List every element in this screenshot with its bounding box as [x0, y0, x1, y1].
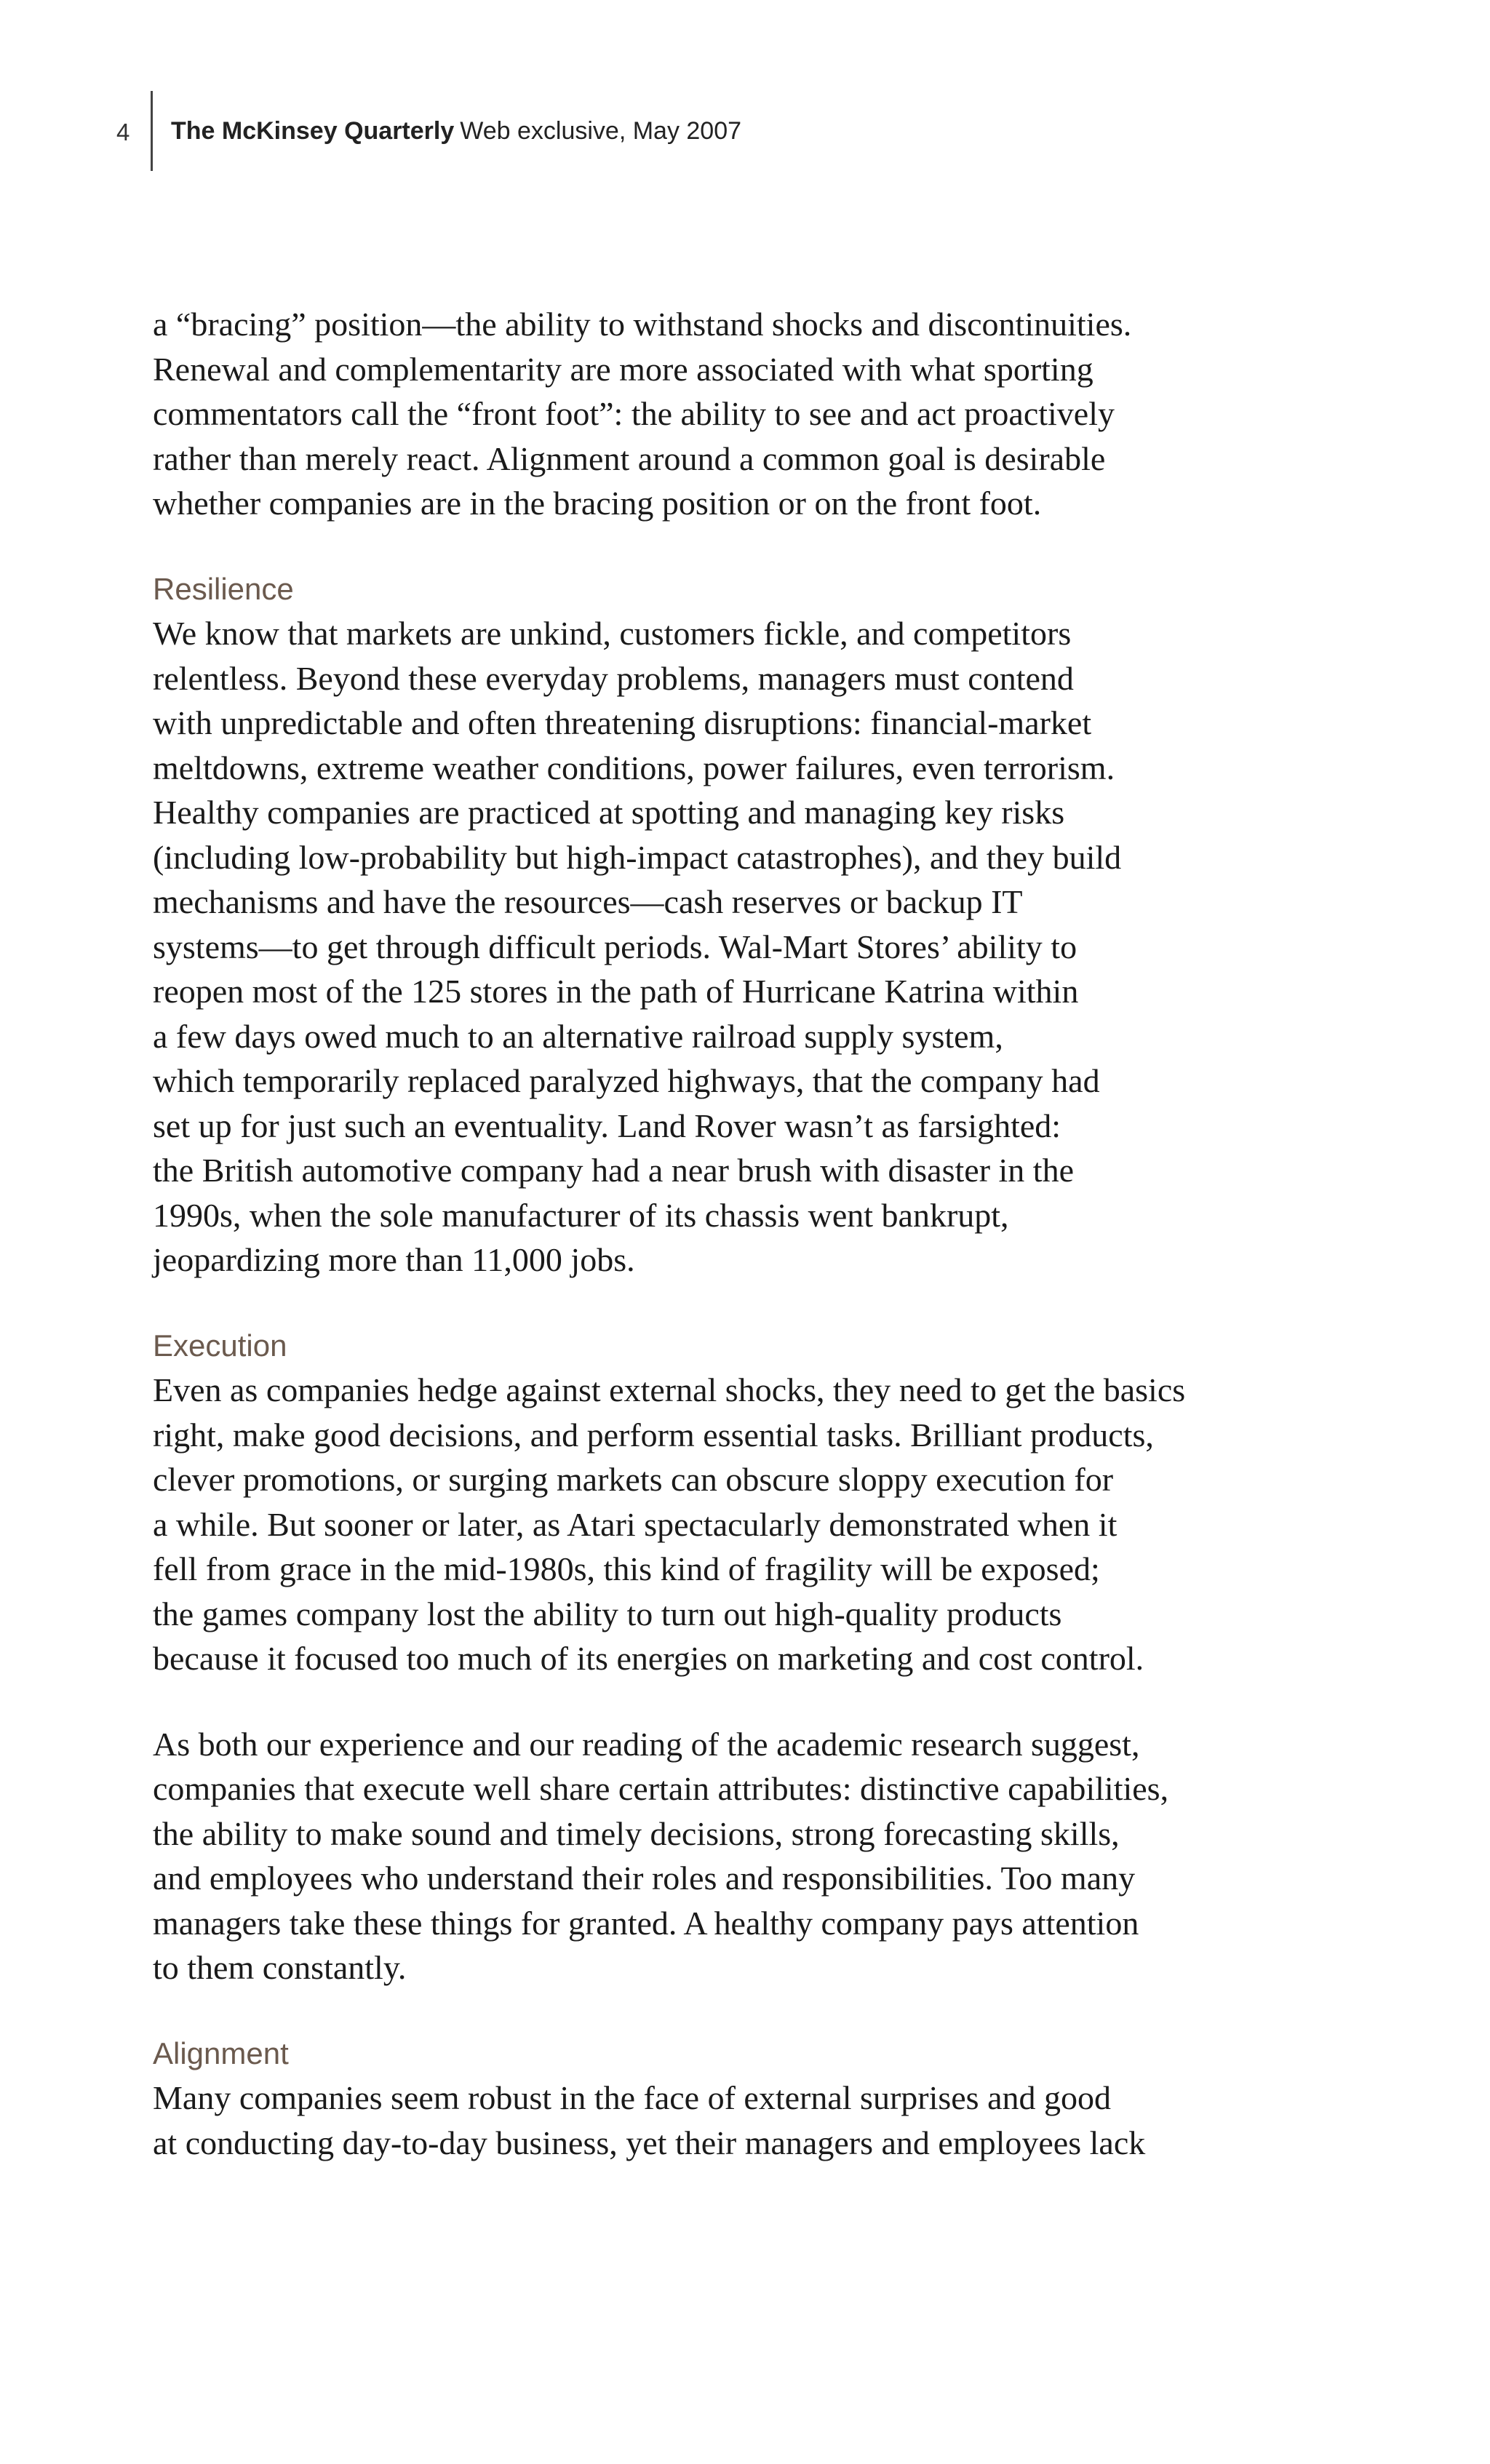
text-line: the British automotive company had a near brush with disaster in the [153, 1152, 1074, 1189]
text-line: right, make good decisions, and perform essential tasks. Brilliant products, [153, 1416, 1154, 1454]
text-line: companies that execute well share certain attributes: distinctive capabilities, [153, 1770, 1169, 1807]
text-line: clever promotions, or surging markets can obscure sloppy execution for [153, 1461, 1114, 1498]
text-line: rather than merely react. Alignment around a common goal is desirable [153, 439, 1106, 477]
text-line: fell from grace in the mid-1980s, this kind of fragility will be exposed; [153, 1550, 1100, 1587]
section-heading-resilience: Resilience [153, 571, 294, 606]
header-divider [151, 91, 153, 171]
text-line: the games company lost the ability to turn out high-quality products [153, 1595, 1062, 1632]
text-line: with unpredictable and often threatening disruptions: financial-market [153, 704, 1092, 741]
intro-paragraph [153, 302, 1288, 526]
text-line: which temporarily replaced paralyzed highways, that the company had [153, 1062, 1100, 1099]
text-line: Renewal and complementarity are more associated with what sporting [153, 350, 1093, 388]
text-line: a “bracing” position—the ability to withstand shocks and discontinuities. [153, 306, 1132, 343]
alignment-paragraph [153, 2076, 1288, 2165]
text-line: reopen most of the 125 stores in the path of Hurricane Katrina within [153, 973, 1079, 1010]
running-header [0, 91, 1019, 171]
text-line: because it focused too much of its energies on marketing and cost control. [153, 1640, 1144, 1677]
text-line: the ability to make sound and timely decisions, strong forecasting skills, [153, 1814, 1120, 1852]
resilience-paragraph [153, 611, 1288, 1283]
text-line: a while. But sooner or later, as Atari spectacularly demonstrated when it [153, 1505, 1118, 1543]
text-line: mechanisms and have the resources—cash reserves or backup IT [153, 883, 1023, 920]
text-line: jeopardizing more than 11,000 jobs. [153, 1241, 635, 1278]
text-line: As both our experience and our reading of the academic research suggest, [153, 1725, 1140, 1763]
text-line: We know that markets are unkind, customers fickle, and competitors [153, 615, 1072, 652]
text-line: set up for just such an eventuality. Land Rover wasn’t as farsighted: [153, 1107, 1061, 1144]
section-heading-alignment: Alignment [153, 2036, 289, 2070]
header-title [171, 117, 741, 145]
edition-label: Web exclusive, May 2007 [460, 117, 742, 145]
text-line: managers take these things for granted. A healthy company pays attention [153, 1904, 1139, 1942]
text-line: (including low-probability but high-impact catastrophes), and they build [153, 838, 1122, 876]
text-line: and employees who understand their roles and responsibilities. Too many [153, 1859, 1136, 1897]
text-line: 1990s, when the sole manufacturer of its chassis went bankrupt, [153, 1196, 1009, 1234]
execution-paragraph-2 [153, 1722, 1288, 1990]
text-line: meltdowns, extreme weather conditions, power failures, even terrorism. [153, 749, 1115, 786]
text-line: relentless. Beyond these everyday problems, managers must contend [153, 659, 1074, 697]
text-line: to them constantly. [153, 1949, 407, 1986]
text-line: Even as companies hedge against external shocks, they need to get the basics [153, 1371, 1186, 1408]
text-line: systems—to get through difficult periods. Wal-Mart Stores’ ability to [153, 928, 1077, 965]
text-line: Many companies seem robust in the face of external surprises and good [153, 2079, 1111, 2116]
text-line: at conducting day-to-day business, yet their managers and employees lack [153, 2124, 1146, 2161]
page-number: 4 [116, 119, 130, 145]
text-line: whether companies are in the bracing position or on the front foot. [153, 485, 1042, 522]
article-body [153, 302, 1288, 2165]
section-heading-execution: Execution [153, 1328, 287, 1363]
text-line: a few days owed much to an alternative railroad supply system, [153, 1017, 1003, 1055]
publication-name: The McKinsey Quarterly [171, 117, 455, 145]
text-line: Healthy companies are practiced at spotting and managing key risks [153, 794, 1065, 831]
execution-paragraph [153, 1368, 1288, 1681]
text-line: commentators call the “front foot”: the ability to see and act proactively [153, 395, 1115, 432]
